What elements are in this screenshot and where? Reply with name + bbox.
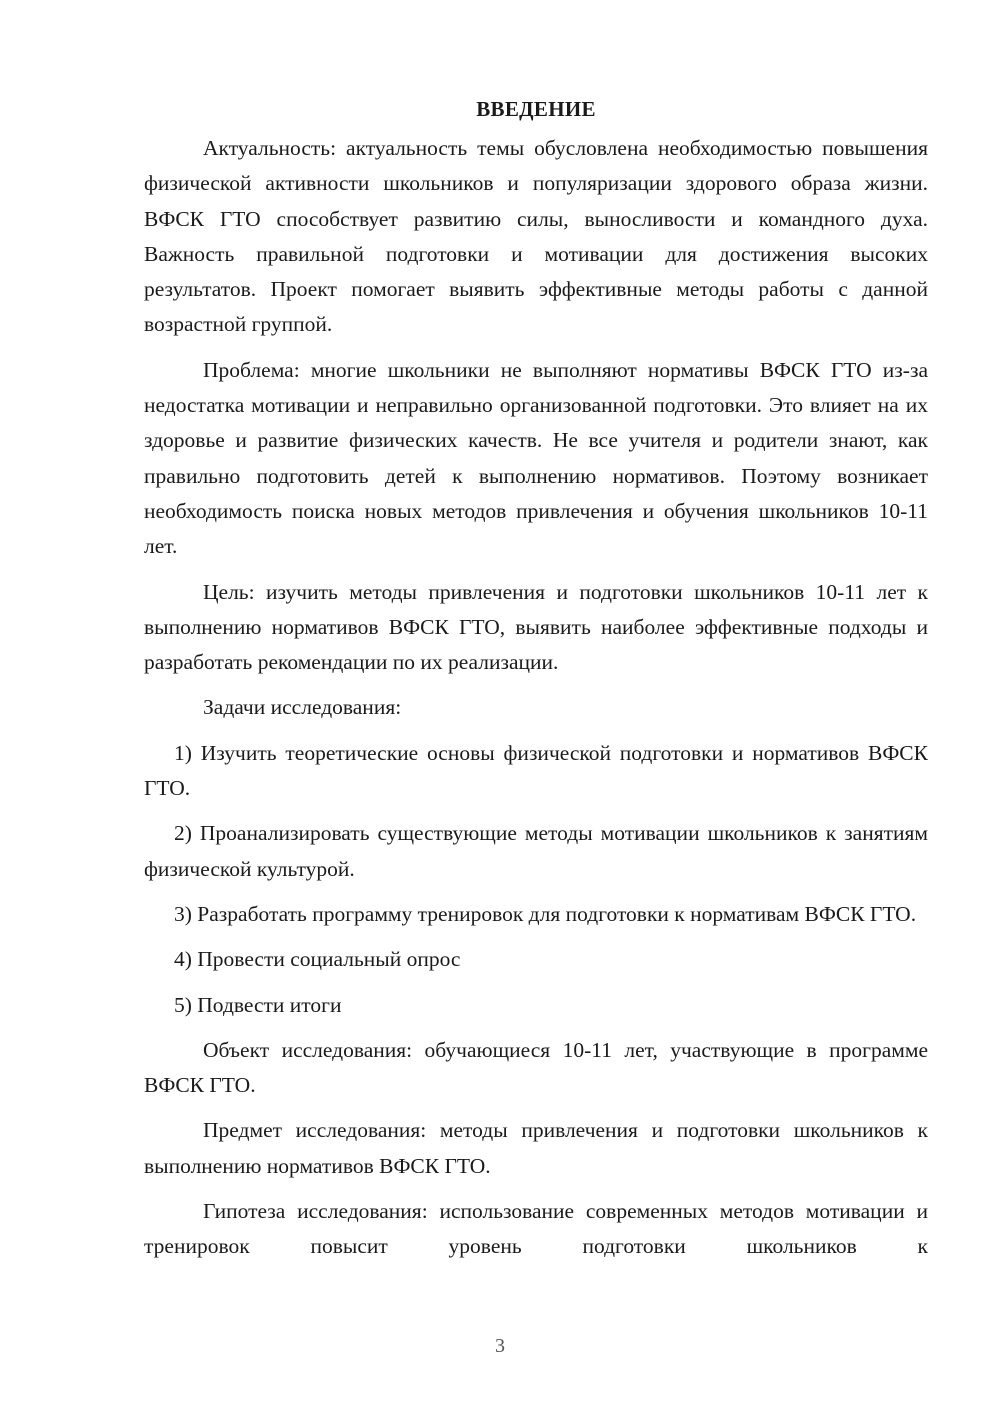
task-item-2: 2) Проанализировать существующие методы мотивации школьников к занятиям физической культурой. [144,821,928,881]
hypothesis-paragraph: Гипотеза исследования: использование современных методов мотивации и тренировок повысит уровень подготовки школьников к [144,1199,928,1259]
task-item-4: 4) Провести социальный опрос [174,947,461,972]
page-content [144,92,928,1275]
task-item-3: 3) Разработать программу тренировок для подготовки к нормативам ВФСК ГТО. [174,901,917,926]
page-title: ВВЕДЕНИЕ [476,97,596,121]
goal-paragraph: Цель: изучить методы привлечения и подготовки школьников 10-11 лет к выполнению нормативов ВФСК ГТО, выявить наиболее эффективные подходы и разработать рекомендации по их реализации. [144,579,928,675]
task-item-5: 5) Подвести итоги [174,992,342,1017]
page-number: 3 [495,1335,505,1357]
task-item-1: 1) Изучить теоретические основы физической подготовки и нормативов ВФСК ГТО. [144,740,928,801]
subject-paragraph: Предмет исследования: методы привлечения и подготовки школьников к выполнению нормативов ВФСК ГТО. [144,1118,928,1178]
relevance-paragraph: Актуальность: актуальность темы обусловлена необходимостью повышения физической активности школьников и популяризации здорового образа жизни. ВФСК ГТО способствует развитию силы, выносливости и командного духа. Важность правильной подготовки и мотивации для достижения высоких результатов. Проект помогает выявить эффективные методы работы с данной возрастной группой. [144,136,928,337]
tasks-heading: Задачи исследования: [203,695,402,720]
object-paragraph: Объект исследования: обучающиеся 10-11 лет, участвующие в программе ВФСК ГТО. [144,1037,928,1098]
problem-paragraph: Проблема: многие школьники не выполняют нормативы ВФСК ГТО из-за недостатка мотивации и неправильно организованной подготовки. Это влияет на их здоровье и развитие физических качеств. Не все учителя и родители знают, как правильно подготовить детей к выполнению нормативов. Поэтому возникает необходимость поиска новых методов привлечения и обучения школьников 10-11 лет. [144,357,928,559]
